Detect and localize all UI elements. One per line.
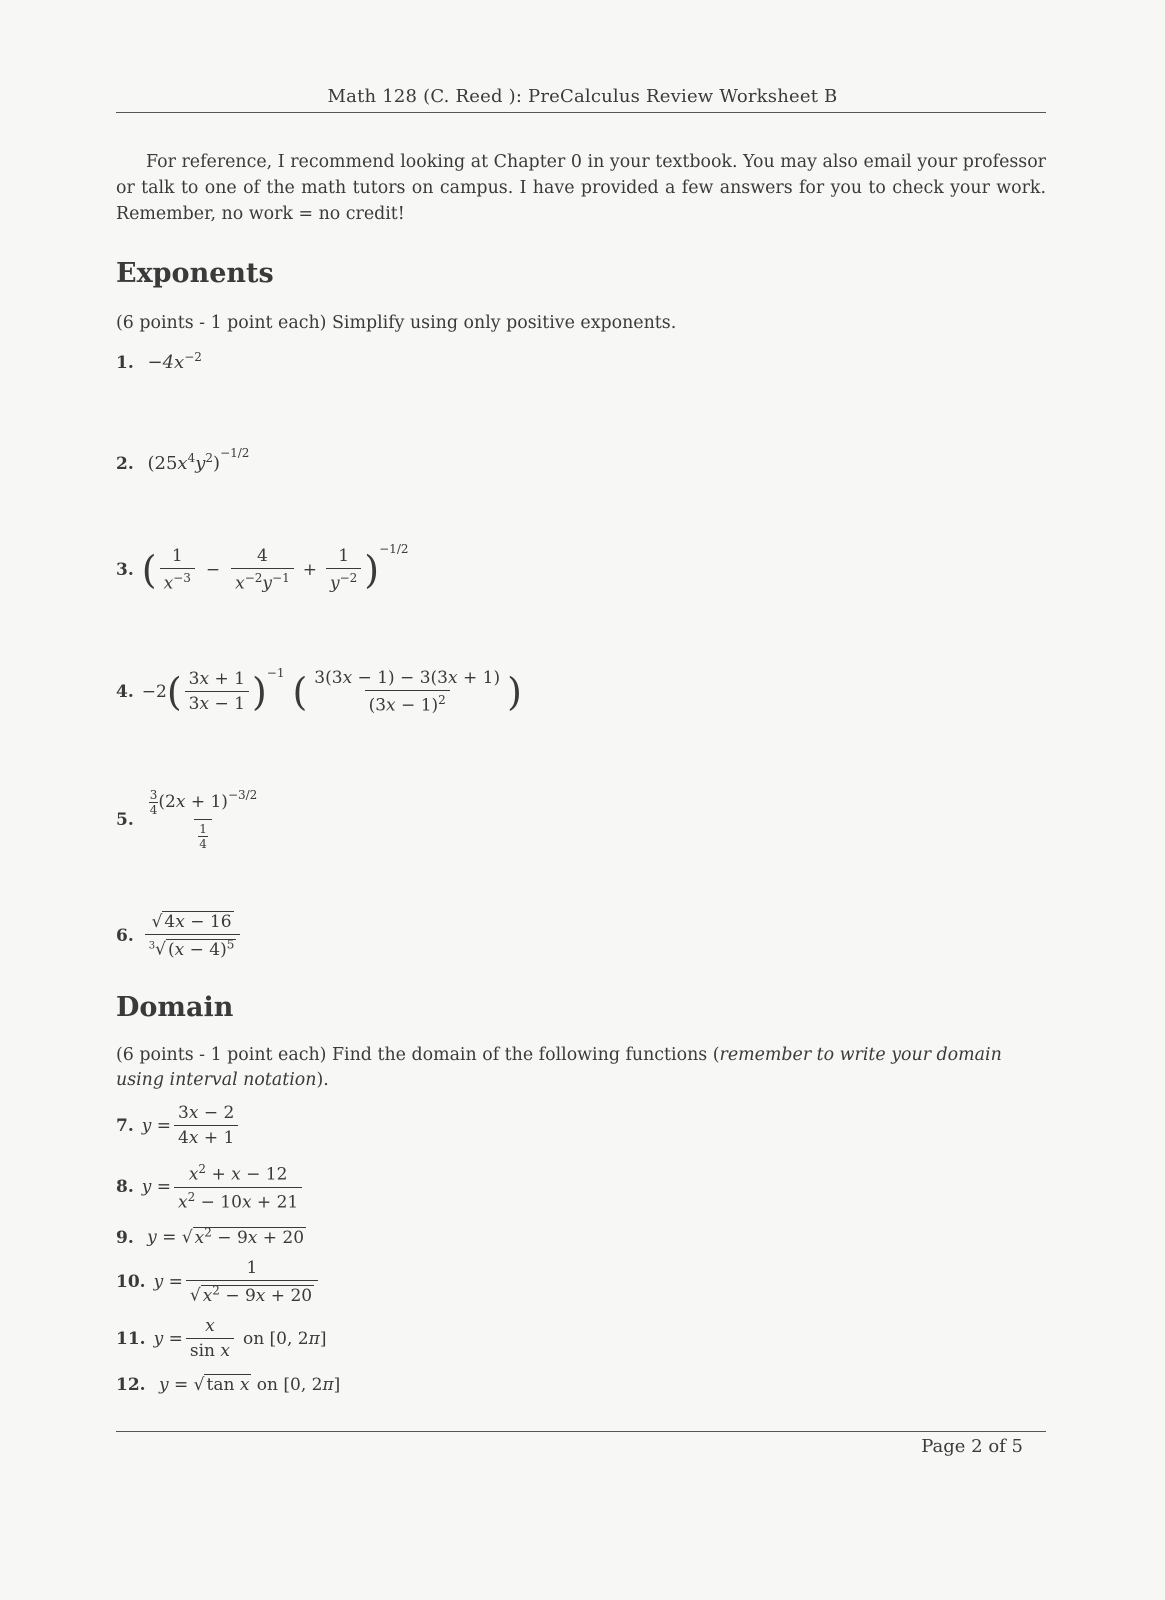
problem-3: 3. ( $\frac{1}{x^{-3}}$ − $\frac{4}{x^{-2}y^{-1}}$ + $\frac{1}{y^{-2}}$ ) −1/2 [116,542,409,594]
footer-rule [116,1431,1046,1432]
problem-5: 5. $\frac{3}{4}$ $(2x + 1)^{-3/2}$ $\frac{1}{4}$ [116,788,258,851]
problem-number: 12. [116,1375,146,1395]
page-number: Page 2 of 5 [921,1436,1023,1457]
problem-expression: $(25x^4y^2)^{-1/2}$ [147,446,250,474]
problem-number: 7. [116,1115,134,1136]
problem-2 [116,446,249,474]
problem-number: 5. [116,809,134,830]
problem-number: 8. [116,1177,134,1198]
problem-9: 9. y = √ $x^2 - 9x + 20$ [116,1225,305,1248]
problem-11: 11. y = $\frac{x}{\text{sin x}}$ on [0, 2π] [116,1316,327,1361]
header-rule [116,112,1046,113]
problem-number: 3. [116,559,134,580]
problem-number: 4. [116,681,134,702]
problem-number: 10. [116,1271,146,1292]
problem-number: 11. [116,1328,146,1349]
page-header-title: Math 128 (C. Reed ): PreCalculus Review Worksheet B [327,86,838,107]
problem-expression: $-4x^{-2}$ [147,350,202,373]
section-title-exponents: Exponents [116,258,274,289]
intro-paragraph: For reference, I recommend looking at Chapter 0 in your textbook. You may also email your professor or talk to one of the math tutors on campus. I have provided a few answers for you to check your work. Remember, no work = no credit! [116,152,1046,224]
domain-instructions: (6 points - 1 point each) Find the domain of the following functions (remember to write your domain using interval notation). [116,1045,1002,1090]
problem-8: 8. y = $\frac{x^2 + x - 12}{x^2 - 10x + 21}$ [116,1162,305,1212]
problem-1 [116,350,202,373]
problem-number: 2. [116,454,134,474]
problem-4: 4. −2 ( $\frac{3x + 1}{3x - 1}$ ) −1 ( $\frac{3(3x - 1) - 3(3x + 1)}{(3x - 1)^2}$ ) [116,666,522,716]
exponents-instructions: (6 points - 1 point each) Simplify using only positive exponents. [116,313,677,333]
problem-number: 9. [116,1227,134,1248]
problem-number: 1. [116,353,134,373]
problem-12: 12. y = √ tan x on [0, 2π] [116,1375,341,1395]
problem-number: 6. [116,925,134,946]
section-title-domain: Domain [116,992,234,1023]
problem-6: 6. $\frac{√ 4x - 16}{^3√ (x - 4)^5}$ [116,912,243,960]
problem-7: 7. y = $\frac{3x - 2}{4x + 1}$ [116,1103,241,1148]
problem-10: 10. y = $\frac{1}{√ x^2 - 9x + 20}$ [116,1258,321,1306]
